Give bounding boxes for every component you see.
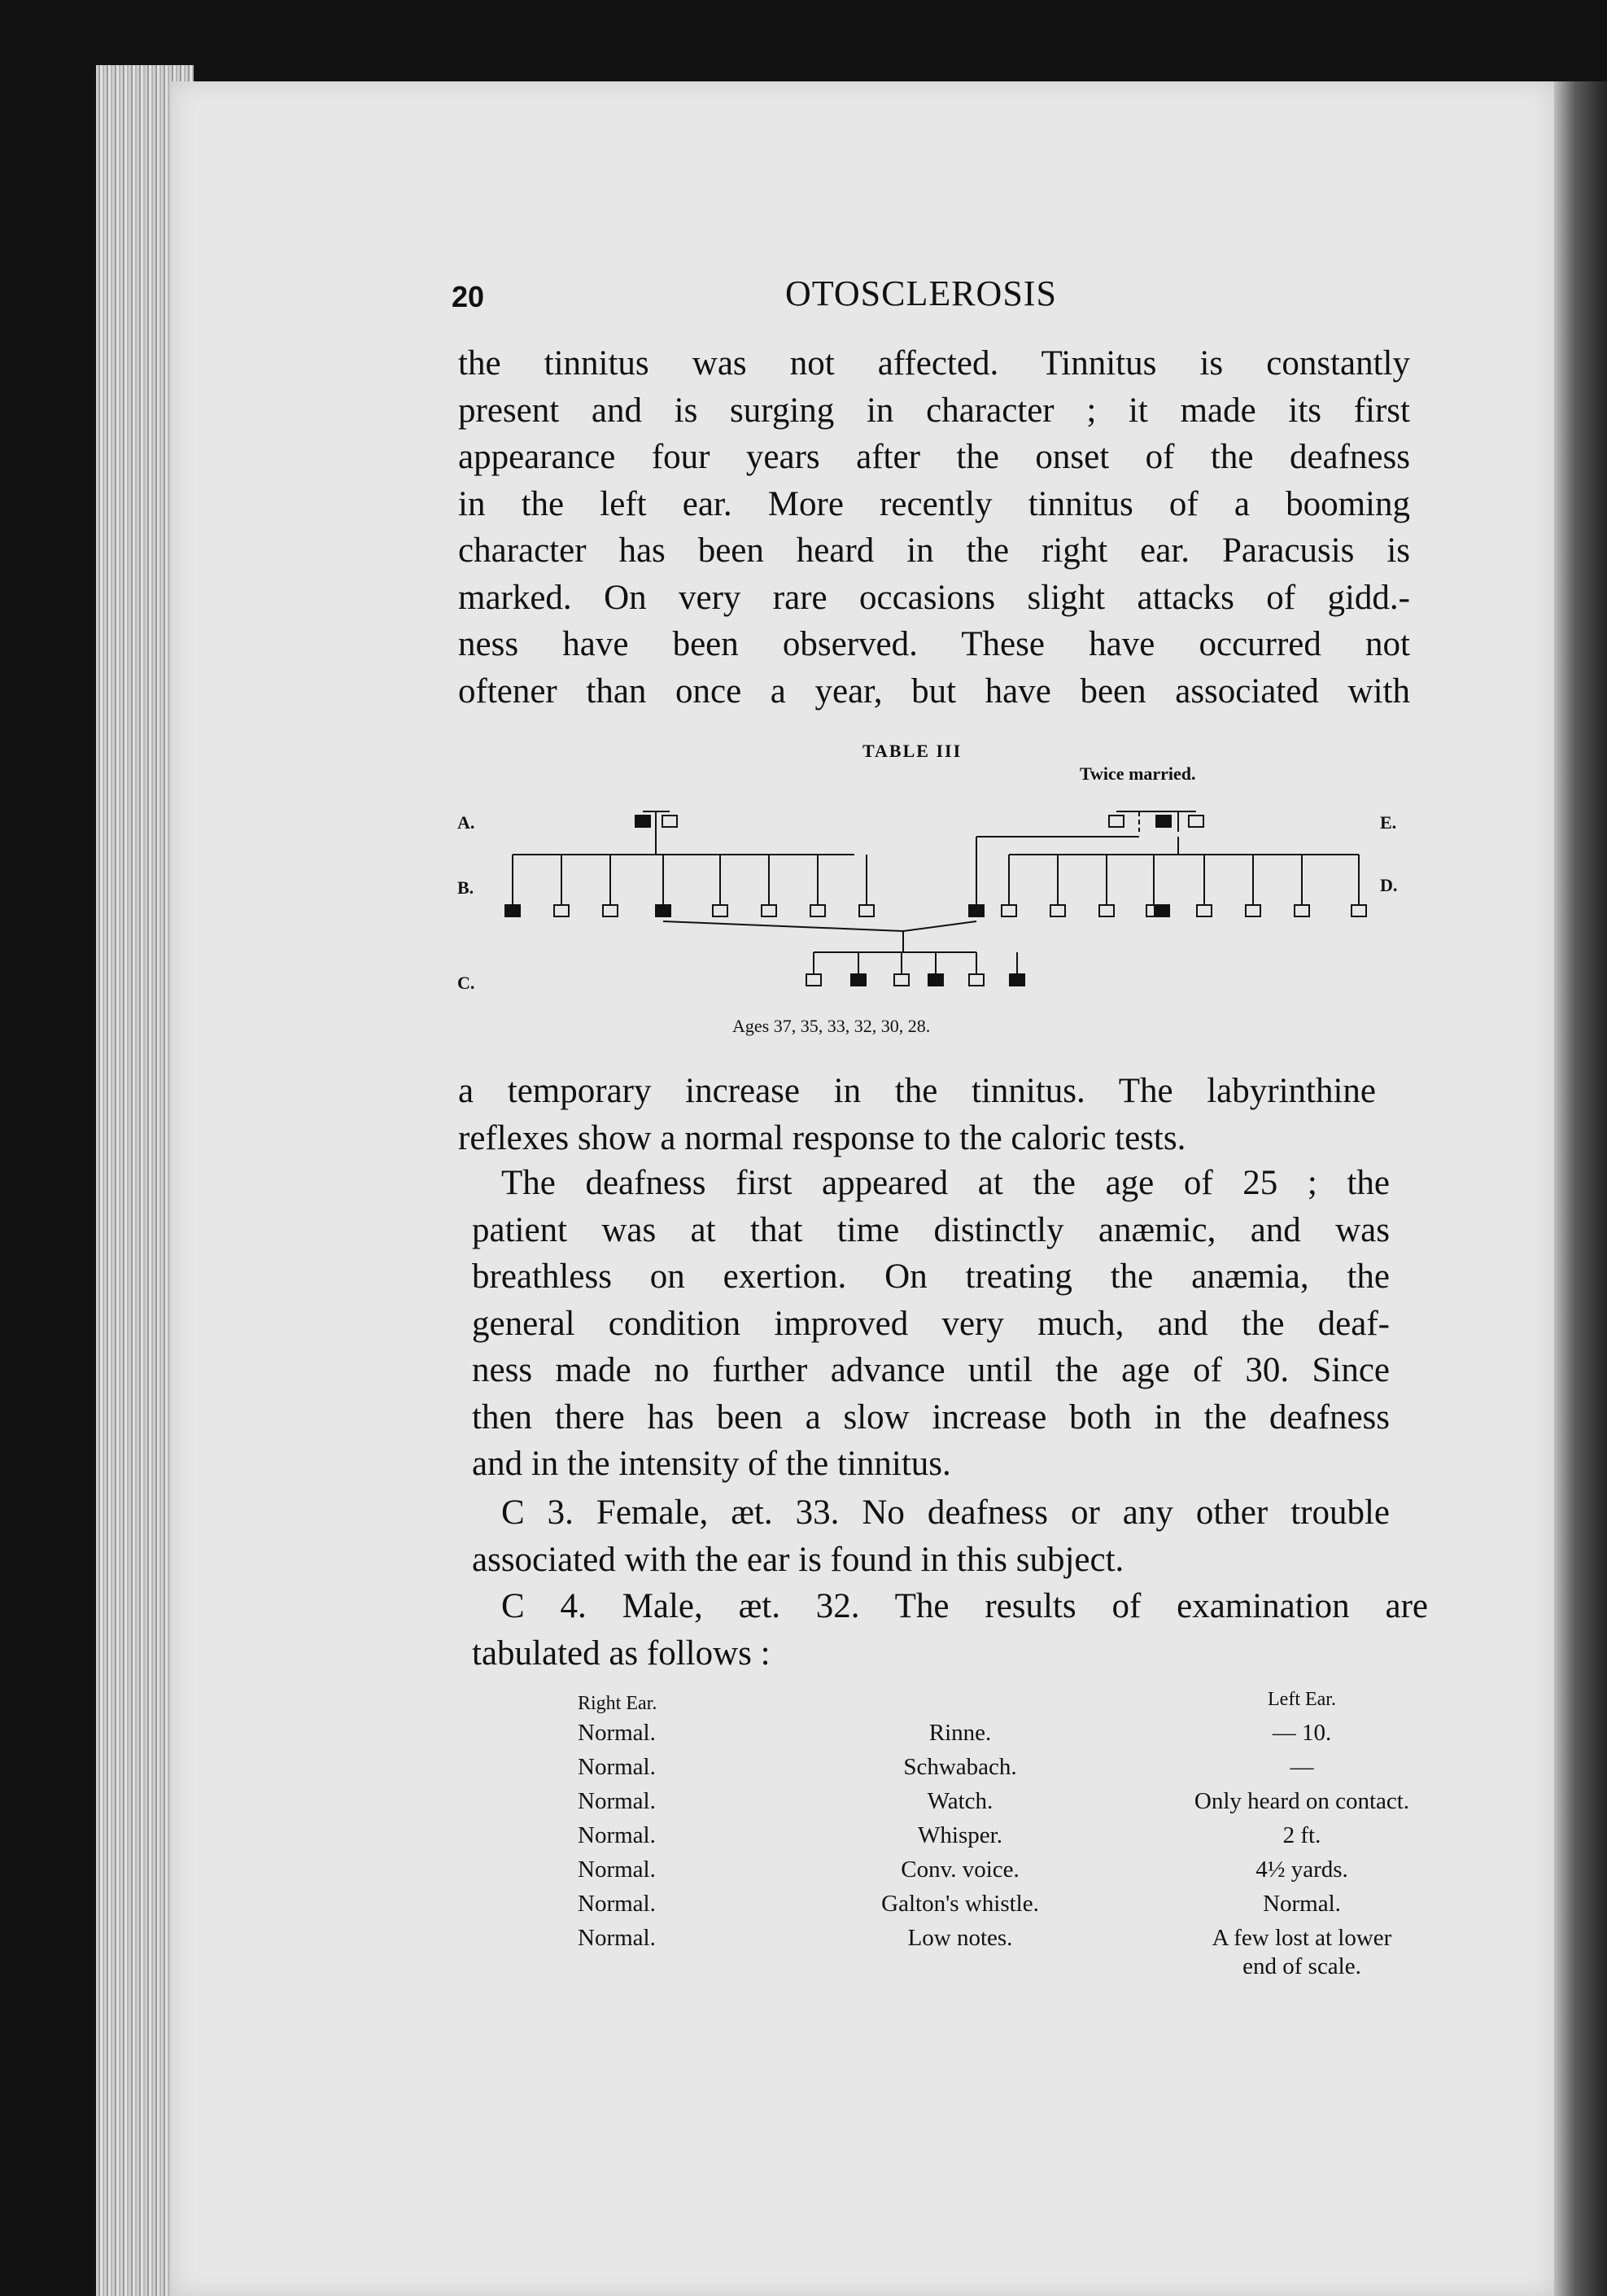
unaffected-individual-symbol	[713, 905, 727, 916]
unaffected-individual-symbol	[662, 816, 677, 827]
right-ear-header: Right Ear.	[578, 1693, 657, 1714]
text-line: and in the intensity of the tinnitus.	[472, 1445, 951, 1483]
affected-individual-symbol	[635, 816, 650, 827]
page-number: 20	[452, 280, 485, 313]
paragraph-deafness-history	[472, 1160, 1390, 1488]
unaffected-individual-symbol	[969, 974, 984, 986]
right-ear-value: Normal.	[578, 1856, 656, 1883]
text-line: general condition improved very much, and the deaf-	[472, 1304, 1390, 1343]
unaffected-individual-symbol	[1109, 816, 1124, 827]
text-line: reflexes show a normal response to the caloric tests.	[458, 1118, 1186, 1157]
unaffected-individual-symbol	[1352, 905, 1366, 916]
unaffected-individual-symbol	[1189, 816, 1203, 827]
generation-label-c: C.	[457, 973, 475, 993]
affected-individual-symbol	[969, 905, 984, 916]
affected-individual-symbol	[928, 974, 943, 986]
generation-label-a: A.	[457, 812, 475, 833]
ages-caption: Ages 37, 35, 33, 32, 30, 28.	[732, 1016, 931, 1036]
unaffected-individual-symbol	[1246, 905, 1260, 916]
text-line: ness made no further advance until the age of 30. Since	[472, 1351, 1390, 1389]
affected-individual-symbol	[656, 905, 670, 916]
text-line: a temporary increase in the tinnitus. The labyrinthine	[458, 1072, 1376, 1110]
pedigree-line	[903, 921, 976, 931]
left-ear-value: Only heard on contact.	[1194, 1788, 1410, 1814]
text-line: marked. On very rare occasions slight attacks of gidd.-	[458, 578, 1410, 617]
text-line: appearance four years after the onset of the deafness	[458, 438, 1410, 476]
text-line: C 4. Male, æt. 32. The results of examination are	[501, 1587, 1428, 1625]
test-name: Schwabach.	[903, 1754, 1017, 1780]
text-line: present and is surging in character ; it made its first	[458, 391, 1410, 430]
text-line: patient was at that time distinctly anæmic, and was	[472, 1210, 1390, 1249]
text-line: character has been heard in the right ear. Paracusis is	[458, 531, 1410, 570]
running-title: OTOSCLEROSIS	[785, 273, 1057, 313]
left-ear-value: —	[1290, 1754, 1314, 1780]
pedigree-line	[663, 921, 903, 931]
text-line: C 3. Female, æt. 33. No deafness or any other trouble	[501, 1493, 1390, 1532]
left-ear-value: Normal.	[1263, 1891, 1341, 1917]
pedigree-chart	[448, 733, 1424, 1050]
left-ear-value: 2 ft.	[1282, 1822, 1321, 1848]
generation-label-b: B.	[457, 877, 474, 898]
unaffected-individual-symbol	[894, 974, 909, 986]
pedigree-title: TABLE III	[862, 741, 963, 761]
test-name: Whisper.	[918, 1822, 1002, 1848]
text-line: the tinnitus was not affected. Tinnitus is constantly	[458, 344, 1410, 383]
test-name: Watch.	[927, 1788, 993, 1814]
right-ear-value: Normal.	[578, 1754, 656, 1780]
unaffected-individual-symbol	[1197, 905, 1212, 916]
text-line: oftener than once a year, but have been associated with	[458, 671, 1410, 711]
unaffected-individual-symbol	[762, 905, 776, 916]
paragraph-case-c4	[472, 1583, 1428, 1677]
affected-individual-symbol	[505, 905, 520, 916]
left-ear-value: — 10.	[1272, 1720, 1332, 1746]
unaffected-individual-symbol	[554, 905, 569, 916]
right-ear-value: Normal.	[578, 1891, 656, 1917]
text-line: in the left ear. More recently tinnitus of a booming	[458, 484, 1410, 523]
text-line: then there has been a slow increase both in the deafness	[472, 1397, 1390, 1437]
text-line: tabulated as follows :	[472, 1633, 771, 1673]
unaffected-individual-symbol	[806, 974, 821, 986]
unaffected-individual-symbol	[1002, 905, 1016, 916]
generation-label-e: E.	[1380, 812, 1397, 833]
right-ear-value: Normal.	[578, 1788, 656, 1814]
left-ear-header: Left Ear.	[1268, 1689, 1336, 1710]
paragraph-case-c3	[472, 1489, 1390, 1583]
right-ear-value: Normal.	[578, 1720, 656, 1746]
unaffected-individual-symbol	[1050, 905, 1065, 916]
text-line: ness have been observed. These have occurred not	[458, 625, 1410, 663]
generation-label-d: D.	[1380, 875, 1398, 895]
paragraph-tinnitus	[458, 340, 1410, 715]
text-line: associated with the ear is found in this subject.	[472, 1540, 1124, 1579]
affected-individual-symbol	[1155, 905, 1169, 916]
affected-individual-symbol	[1010, 974, 1024, 986]
unaffected-individual-symbol	[1295, 905, 1309, 916]
left-ear-value: 4½ yards.	[1255, 1856, 1348, 1883]
test-name: Galton's whistle.	[881, 1891, 1039, 1917]
test-name: Conv. voice.	[901, 1856, 1020, 1883]
test-name: Rinne.	[928, 1720, 992, 1746]
test-name: Low notes.	[907, 1925, 1013, 1951]
text-line: breathless on exertion. On treating the anæmia, the	[472, 1257, 1390, 1296]
left-ear-continuation: end of scale.	[1242, 1953, 1361, 1979]
right-ear-value: Normal.	[578, 1822, 656, 1848]
right-ear-value: Normal.	[578, 1925, 656, 1951]
pedigree-note: Twice married.	[1080, 763, 1196, 784]
book-gutter-shadow	[1554, 81, 1607, 2296]
paragraph-labyrinthine	[458, 1068, 1376, 1161]
affected-individual-symbol	[1156, 816, 1171, 827]
left-ear-value: A few lost at lower	[1212, 1925, 1392, 1951]
unaffected-individual-symbol	[603, 905, 618, 916]
affected-individual-symbol	[851, 974, 866, 986]
unaffected-individual-symbol	[1099, 905, 1114, 916]
unaffected-individual-symbol	[810, 905, 825, 916]
unaffected-individual-symbol	[859, 905, 874, 916]
text-line: The deafness first appeared at the age of 25 ; the	[501, 1164, 1390, 1202]
